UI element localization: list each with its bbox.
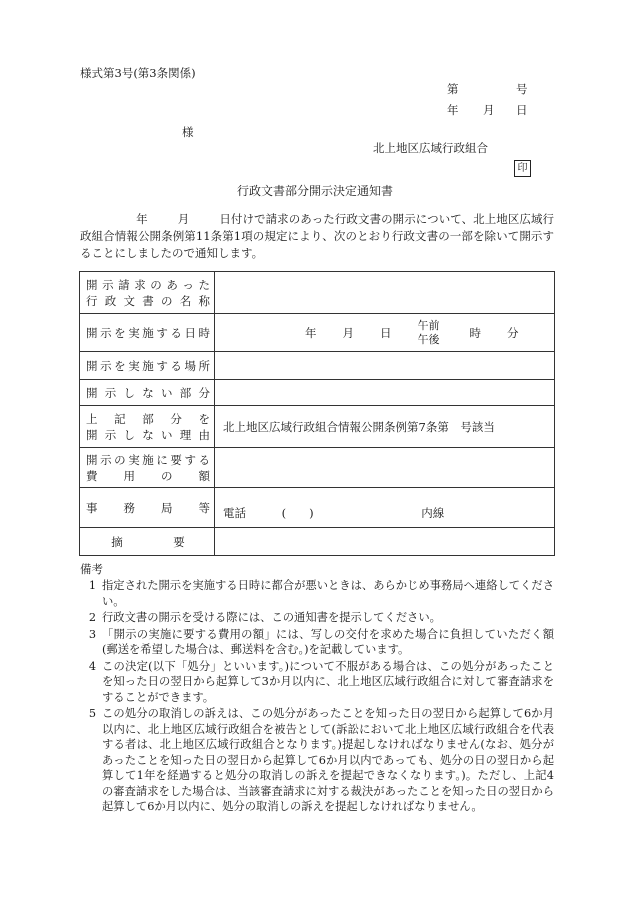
number-suffix: 号 [516,82,528,96]
number-prefix: 第 [447,82,459,96]
row-label [80,314,215,352]
list-item [80,706,554,815]
table-row [80,488,555,528]
label-line: 開 示 し な い 部 分 [86,385,210,400]
row-label [80,528,215,556]
table-row [80,406,555,448]
ext-label: 内線 [421,506,445,520]
row-label [80,488,215,528]
list-item [80,627,554,658]
row-label [80,448,215,488]
row-label [80,406,215,448]
list-item [80,578,554,609]
row-label [80,352,215,380]
row-label [80,380,215,406]
note-text: 指定された開示を実施する日時に都合が悪いときは、あらかじめ事務局へ連絡してください。 [102,579,554,608]
label-line: 費 用 の 額 [86,468,210,483]
note-text: 「開示の実施に要する費用の額」には、写しの交付を求めた場合に負担していただく額(郵送を希望した場合は、郵送料を含む。)を記載しています。 [102,627,554,656]
am-label: 午前 [417,318,440,332]
datetime-cell [215,314,555,352]
dt-month: 月 [342,325,354,340]
note-text: この処分の取消しの訴えは、この処分があったことを知った日の翌日から起算して6か月以内に、北上地区広域行政組合を被告として(訴訟において北上地区広域行政組合を代表する者は、北上地区広域行政組合となります。)提起しなければなりません(なお、処分があったことを知った日の翌日から起算して6か月以内であっても、処分の日の翌日から起算して1年を経過すると処分の取消しの訴えを提起できなくなります。)。ただし、上記4の審査請求をした場合は、当該審査請求に対する裁決があったことを知った日の翌日から起算して6か月以内に、処分の取消しの訴えを提起しなければなりません。 [102,707,554,813]
note-text: 行政文書の開示を受ける際には、この通知書を提示してください。 [102,611,441,624]
label-line: 開 示 を 実 施 す る 場 所 [86,358,210,373]
document-title: 行政文書部分開示決定通知書 [236,184,393,198]
list-item [80,659,554,706]
place-cell [215,352,555,380]
table-row [80,448,555,488]
tel-paren: ( ) [281,506,314,520]
date-day: 日 [516,103,528,117]
pm-label: 午後 [417,332,440,346]
label-line: 開 示 の 実 施 に 要 す る [86,452,210,467]
notes-heading: 備考 [80,562,103,576]
label-line: 開 示 し な い 理 由 [86,427,210,442]
office-cell [215,488,555,528]
date-month: 月 [483,103,495,117]
table-row [80,314,555,352]
date-year: 年 [447,103,459,117]
form-id: 様式第3号(第3条関係) [80,66,196,80]
label-line: 開 示 請 求 の あ っ た [86,277,210,292]
table-row [80,272,555,314]
intro-text: 日付けで請求のあった行政文書の開示について、北上地区広域行政組合情報公開条例第11条第1項の規定により、次のとおり行政文書の一部を除いて開示することにしましたので通知します。 [80,212,555,260]
intro-month: 月 [177,212,190,226]
table-row [80,528,555,556]
intro-year: 年 [136,212,148,226]
seal-stamp: 印 [514,160,531,177]
intro-paragraph [80,211,554,262]
recipient-suffix: 様 [182,125,194,139]
note-number: 2 [88,611,96,624]
notes-list [80,578,554,816]
table-row [80,380,555,406]
table-row [80,352,555,380]
remarks-cell [215,528,555,556]
dt-day: 日 [380,325,392,340]
document-name-cell [215,272,555,314]
dt-hour: 時 [469,325,481,340]
note-number: 3 [88,627,96,641]
list-item [80,610,554,626]
note-text: この決定(以下「処分」といいます。)について不服がある場合は、この処分があったことを知った日の翌日から起算して3か月以内に、北上地区広域行政組合に対して審査請求をすることができます。 [102,659,554,704]
disclosure-table [79,271,555,556]
label-line: 行 政 文 書 の 名 称 [86,293,210,308]
cost-cell [215,448,555,488]
label-line: 上 記 部 分 を [86,411,210,426]
label-line: 摘 要 [111,534,185,549]
undisclosed-part-cell [215,380,555,406]
reason-cell: 北上地区広域行政組合情報公開条例第7条第 号該当 [215,406,555,448]
note-number: 1 [88,579,96,592]
label-line: 開 示 を 実 施 す る 日 時 [86,325,210,340]
am-pm [418,319,440,347]
note-number: 4 [88,659,96,673]
row-label [80,272,215,314]
tel-label: 電話 [223,506,246,520]
note-number: 5 [88,707,96,720]
dt-year: 年 [305,325,317,340]
dt-minute: 分 [507,325,519,340]
label-line: 事 務 局 等 [86,500,210,515]
sender-name: 北上地区広域行政組合 [373,141,488,155]
